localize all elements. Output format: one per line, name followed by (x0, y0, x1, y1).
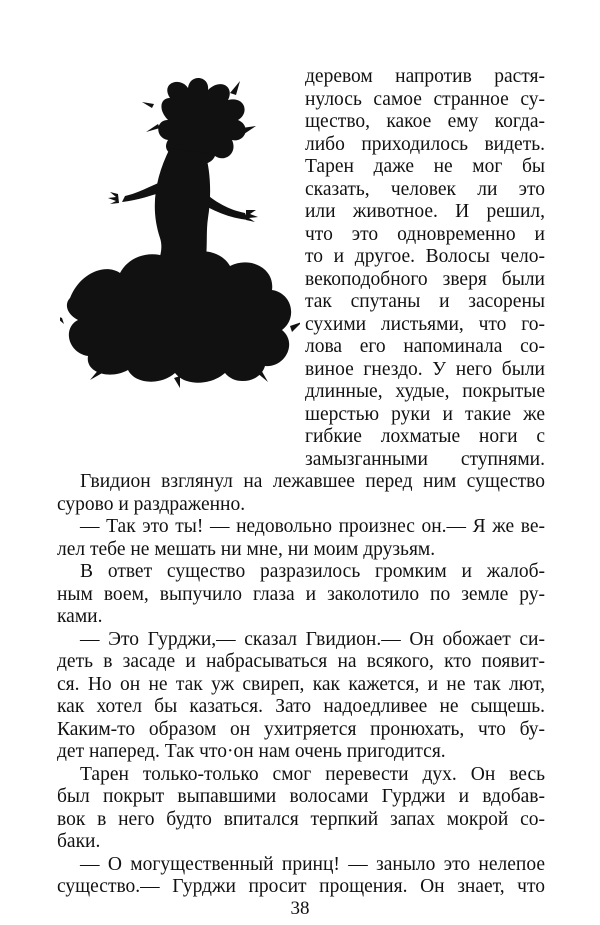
text-line: баки. (57, 831, 101, 852)
text-line: был покрыт выпавшими волосами Гурджи и вдобав- (57, 786, 545, 807)
text-line: Гвидион взглянул на лежавшее перед ним существо (80, 471, 545, 492)
creature-illustration (60, 68, 300, 388)
text-line: существо.— Гурджи просит прощения. Он знает, что (57, 876, 545, 897)
text-line: замызганными ступнями. (305, 448, 545, 470)
text-line: — Это Гурджи,— сказал Гвидион.— Он обожает си- (80, 628, 545, 650)
text-line: как хотел бы казаться. Зато надоедливее не сыщешь. (57, 696, 545, 717)
text-line: то и другое. Волосы чело- (305, 246, 545, 267)
text-line: нулось самое странное су- (305, 88, 545, 110)
text-line: либо приходилось видеть. (305, 133, 545, 155)
text-line: — О могущественный принц! — заныло это нелепое (80, 853, 545, 875)
text-line: щество, какое ему когда- (305, 111, 545, 132)
text-line: деть в засаде и набрасываться на всякого, кто появит- (57, 651, 545, 672)
text-line: сказать, человек ли это (305, 178, 545, 200)
text-line: длинные, худые, покрытые (305, 381, 545, 402)
text-line: — Так это ты! — недовольно произнес он.— Я же ве- (80, 516, 545, 537)
text-line: В ответ существо разразилось громким и жалоб- (80, 561, 545, 582)
text-line: вок в него будто впитался терпкий запах мокрой со- (57, 808, 545, 830)
text-line: гибкие лохматые ноги с (305, 426, 545, 447)
text-line: шерстью руки и такие же (305, 403, 545, 425)
text-line: деревом напротив растя- (305, 66, 545, 87)
text-line: Тарен даже не мог бы (305, 156, 545, 177)
page-number: 38 (290, 898, 310, 919)
text-line: ками. (57, 606, 103, 627)
text-line: Тарен только-только смог перевести дух. Он весь (80, 763, 545, 785)
text-line: векоподобного зверя были (305, 268, 545, 290)
text-line: ным воем, выпучило глаза и заколотило по земле ру- (57, 583, 545, 605)
text-line: сухими листьями, что го- (305, 313, 545, 335)
text-line: или животное. И решил, (305, 201, 545, 222)
text-line: что это одновременно и (305, 223, 545, 245)
creature-figure (60, 78, 300, 388)
text-line: ся. Но он не так уж свиреп, как кажется, и не так лют, (57, 673, 545, 695)
text-line: виное гнездо. У него были (305, 358, 545, 380)
text-line: лел тебе не мешать ни мне, ни моим друзьям. (57, 538, 436, 560)
text-line: так спутаны и засорены (305, 291, 545, 312)
text-line: дет наперед. Так что·он нам очень пригодится. (57, 741, 446, 762)
text-line: сурово и раздраженно. (57, 493, 246, 515)
text-line: лова его напоминала со- (305, 336, 545, 357)
text-line: Каким-то образом он ухитряется пронюхать, что бу- (57, 718, 545, 740)
